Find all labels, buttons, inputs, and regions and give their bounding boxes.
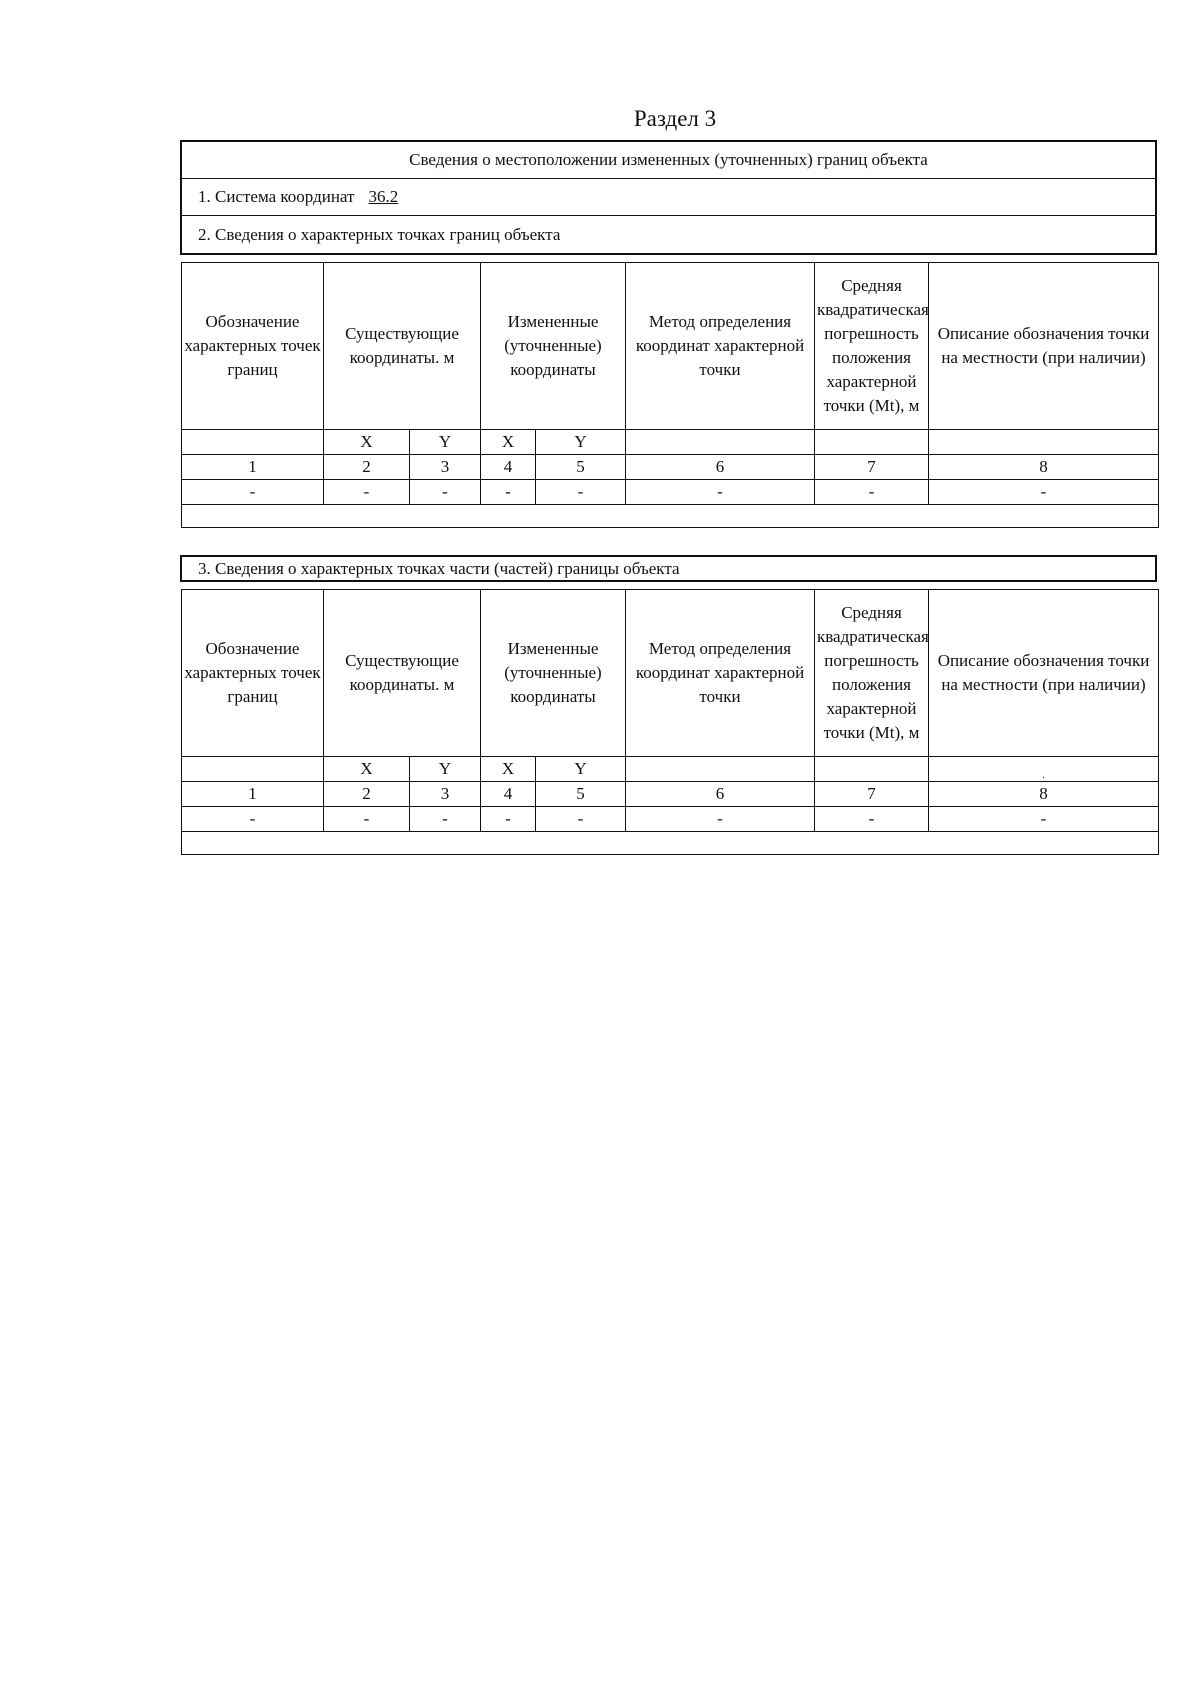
axis-x: X	[324, 430, 410, 455]
empty-row	[182, 505, 1159, 528]
cell-dash: -	[182, 807, 324, 832]
col-number: 6	[626, 782, 815, 807]
col-header-description: Описание обозначения точки на местности (при наличии)	[929, 590, 1159, 757]
axis-y: Y	[410, 757, 481, 782]
axis-y: Y	[536, 430, 626, 455]
cell-dash: -	[536, 480, 626, 505]
section2-label: 2. Сведения о характерных точках границ объекта	[198, 224, 561, 244]
boundary-points-table	[181, 262, 1159, 528]
col-number: 5	[536, 782, 626, 807]
col-number: 7	[815, 455, 929, 480]
table-row	[182, 807, 1159, 832]
axis-x: X	[481, 430, 536, 455]
col-header-point-label: Обозначение характерных точек границ	[182, 263, 324, 430]
page-title: Раздел 3	[633, 106, 717, 131]
col-header-error: Средняя квадратическая погрешность положения характерной точки (Mt), м	[815, 590, 929, 757]
cell-dash: -	[929, 807, 1159, 832]
axes-row	[182, 757, 1159, 782]
col-number: 6	[626, 455, 815, 480]
cell-dash: -	[815, 480, 929, 505]
col-header-changed-coords: Измененные (уточненные) координаты	[481, 263, 626, 430]
caption: Сведения о местоположении измененных (уточненных) границ объекта	[409, 150, 928, 169]
stray-dot: .	[929, 757, 1159, 782]
column-numbers-row	[182, 455, 1159, 480]
axes-row	[182, 430, 1159, 455]
col-header-error: Средняя квадратическая погрешность положения характерной точки (Mt), м	[815, 263, 929, 430]
cell-dash: -	[929, 480, 1159, 505]
cell-dash: -	[324, 480, 410, 505]
table-header-row	[182, 263, 1159, 430]
col-number: 3	[410, 455, 481, 480]
cell-dash: -	[815, 807, 929, 832]
section3-label: 3. Сведения о характерных точках части (частей) границы объекта	[180, 555, 1157, 582]
col-number: 3	[410, 782, 481, 807]
section2-row	[182, 216, 1155, 253]
part-boundary-points-table	[181, 589, 1159, 855]
coord-system-value: 36.2	[368, 187, 399, 206]
cell-dash: -	[536, 807, 626, 832]
table-header-row	[182, 590, 1159, 757]
cell-dash: -	[324, 807, 410, 832]
col-number: 2	[324, 782, 410, 807]
cell-dash: -	[410, 807, 481, 832]
col-number: 8	[929, 782, 1159, 807]
table-row	[182, 480, 1159, 505]
axis-x: X	[324, 757, 410, 782]
col-header-method: Метод определения координат характерной точки	[626, 590, 815, 757]
col-header-description: Описание обозначения точки на местности (при наличии)	[929, 263, 1159, 430]
col-header-existing-coords: Существующие координаты. м	[324, 590, 481, 757]
column-numbers-row	[182, 782, 1159, 807]
section-header-block	[180, 140, 1157, 255]
col-header-existing-coords: Существующие координаты. м	[324, 263, 481, 430]
col-number: 8	[929, 455, 1159, 480]
col-number: 5	[536, 455, 626, 480]
axis-y: Y	[410, 430, 481, 455]
col-number: 1	[182, 782, 324, 807]
col-header-method: Метод определения координат характерной точки	[626, 263, 815, 430]
axis-y: Y	[536, 757, 626, 782]
col-header-changed-coords: Измененные (уточненные) координаты	[481, 590, 626, 757]
cell-dash: -	[182, 480, 324, 505]
col-number: 4	[481, 455, 536, 480]
cell-dash: -	[410, 480, 481, 505]
col-number: 1	[182, 455, 324, 480]
col-number: 2	[324, 455, 410, 480]
coord-system-row	[182, 179, 1155, 216]
cell-dash: -	[626, 480, 815, 505]
cell-dash: -	[626, 807, 815, 832]
col-number: 4	[481, 782, 536, 807]
col-header-point-label: Обозначение характерных точек границ	[182, 590, 324, 757]
coord-system-label: 1. Система координат	[198, 187, 355, 206]
col-number: 7	[815, 782, 929, 807]
axis-x: X	[481, 757, 536, 782]
cell-dash: -	[481, 480, 536, 505]
cell-dash: -	[481, 807, 536, 832]
caption-row	[182, 142, 1155, 179]
empty-row	[182, 832, 1159, 855]
